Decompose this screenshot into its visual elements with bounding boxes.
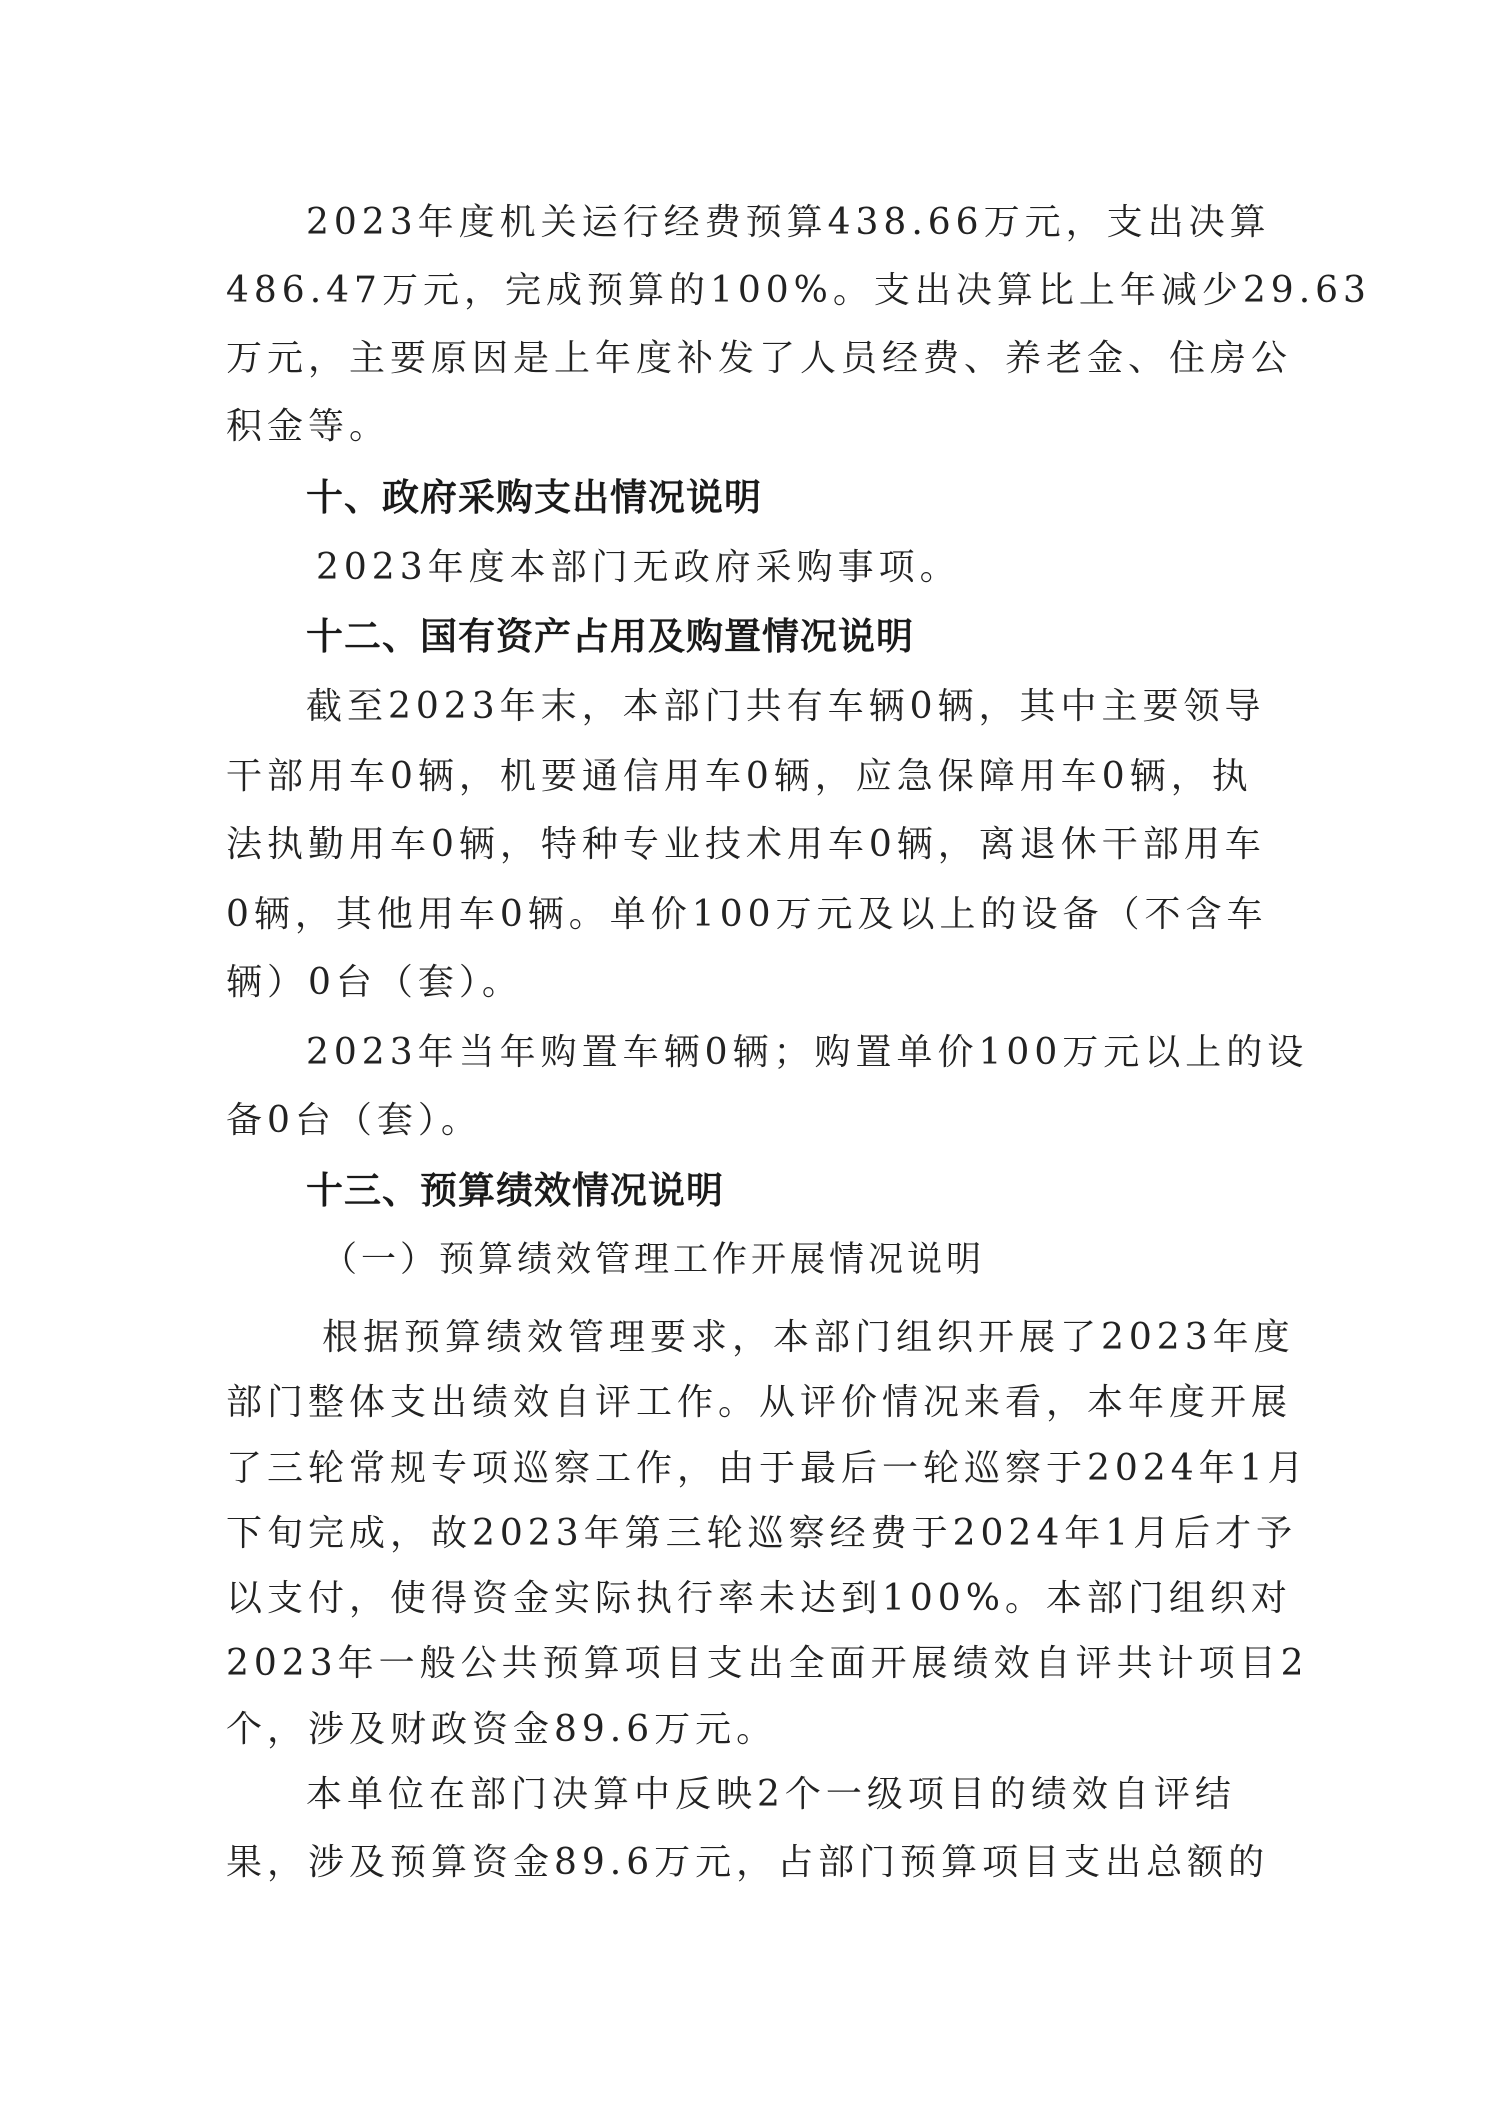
section-13-para1-line-6: 2023年一般公共预算项目支出全面开展绩效自评共计项目2 bbox=[226, 1643, 1309, 1684]
section-10-heading: 十、政府采购支出情况说明 bbox=[306, 476, 762, 519]
section-12-para2-line-2: 备0台（套）。 bbox=[226, 1100, 482, 1141]
section-12-heading: 十二、国有资产占用及购置情况说明 bbox=[306, 615, 914, 658]
section-12-para1-line-5: 辆）0台（套）。 bbox=[226, 962, 523, 1003]
section-13-para1-line-3: 了三轮常规专项巡察工作，由于最后一轮巡察于2024年1月 bbox=[226, 1448, 1309, 1489]
para-runtime-line-4: 积金等。 bbox=[226, 406, 391, 447]
section-13-subheading: （一）预算绩效管理工作开展情况说明 bbox=[322, 1240, 986, 1280]
section-12-para1-line-4: 0辆，其他用车0辆。单价100万元及以上的设备（不含车 bbox=[226, 894, 1268, 935]
section-13-para1-line-5: 以支付，使得资金实际执行率未达到100%。本部门组织对 bbox=[226, 1578, 1292, 1619]
section-12-para2-line-1: 2023年当年购置车辆0辆；购置单价100万元以上的设 bbox=[306, 1032, 1309, 1073]
section-13-heading: 十三、预算绩效情况说明 bbox=[306, 1169, 724, 1212]
section-12-para1-line-3: 法执勤用车0辆，特种专业技术用车0辆，离退休干部用车 bbox=[226, 824, 1266, 865]
section-13-para2-line-2: 果，涉及预算资金89.6万元，占部门预算项目支出总额的 bbox=[226, 1842, 1270, 1883]
section-10-text: 2023年度本部门无政府采购事项。 bbox=[316, 547, 961, 588]
para-runtime-line-1: 2023年度机关运行经费预算438.66万元，支出决算 bbox=[306, 202, 1271, 243]
para-runtime-line-3: 万元，主要原因是上年度补发了人员经费、养老金、住房公 bbox=[226, 338, 1293, 379]
section-12-para1-line-2: 干部用车0辆，机要通信用车0辆，应急保障用车0辆，执 bbox=[226, 756, 1253, 797]
section-13-para1-line-2: 部门整体支出绩效自评工作。从评价情况来看，本年度开展 bbox=[226, 1382, 1293, 1423]
section-12-para1-line-1: 截至2023年末，本部门共有车辆0辆，其中主要领导 bbox=[306, 686, 1266, 727]
section-13-para1-line-1: 根据预算绩效管理要求，本部门组织开展了2023年度 bbox=[322, 1317, 1295, 1358]
section-13-para1-line-7: 个，涉及财政资金89.6万元。 bbox=[226, 1709, 778, 1750]
section-13-para1-line-4: 下旬完成，故2023年第三轮巡察经费于2024年1月后才予 bbox=[226, 1513, 1298, 1554]
para-runtime-line-2: 486.47万元，完成预算的100%。支出决算比上年减少29.63 bbox=[226, 270, 1371, 311]
section-13-para2-line-1: 本单位在部门决算中反映2个一级项目的绩效自评结 bbox=[306, 1774, 1236, 1815]
